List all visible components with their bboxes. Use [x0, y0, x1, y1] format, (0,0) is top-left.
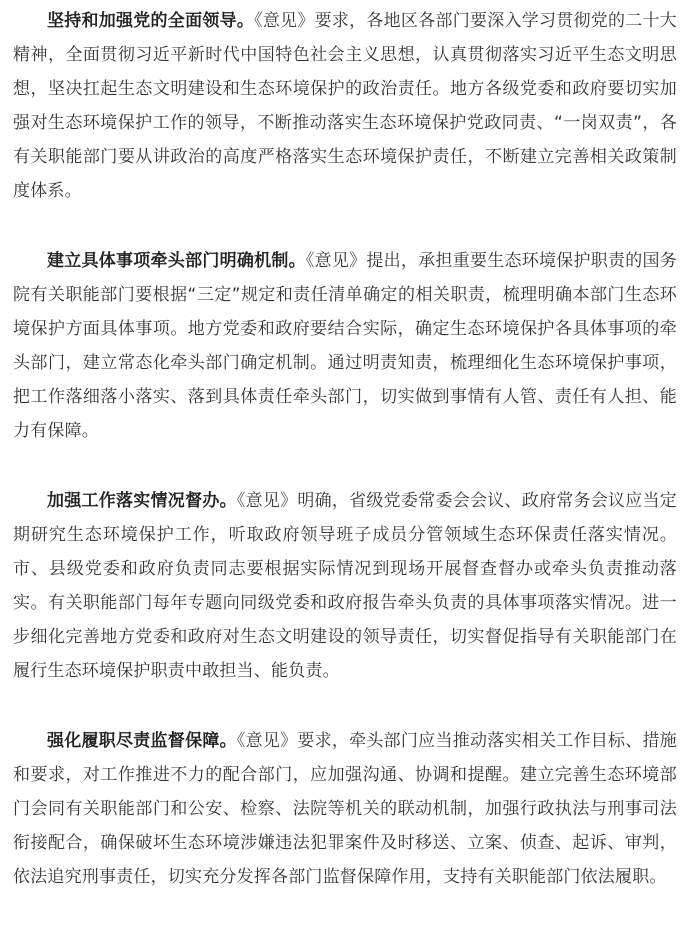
paragraph-text: 《意见》提出，承担重要生态环境保护职责的国务院有关职能部门要根据“三定”规定和责任清单确定的相关职责，梳理明确本部门生态环境保护方面具体事项。地方党委和政府要结合实际，确定生态环境保护各具体事项的牵头部门，建立常态化牵头部门确定机制。通过明责知责，梳理细化生态环境保护事项，把工作落细落小落实、落到具体责任牵头部门，切实做到事情有人管、责任有人担、能力有保障。: [13, 251, 677, 441]
paragraph-supervision: [13, 484, 677, 688]
paragraph-lead-heading: 建立具体事项牵头部门明确机制。: [47, 251, 306, 271]
paragraph-lead-heading: 强化履职尽责监督保障。: [47, 731, 237, 751]
paragraph-lead-heading: 加强工作落实情况督办。: [47, 491, 237, 511]
paragraph-lead-department-mechanism: [13, 244, 677, 448]
paragraph-text: 《意见》要求，牵头部门应当推动落实相关工作目标、措施和要求，对工作推进不力的配合部门，应加强沟通、协调和提醒。建立完善生态环境部门会同有关职能部门和公安、检察、法院等机关的联动机制，加强行政执法与刑事司法衔接配合，确保破坏生态环境涉嫌违法犯罪案件及时移送、立案、侦查、起诉、审判，依法追究刑事责任，切实充分发挥各部门监督保障作用，支持有关职能部门依法履职。: [13, 731, 677, 887]
paragraph-text: 《意见》明确，省级党委常委会会议、政府常务会议应当定期研究生态环境保护工作，听取政府领导班子成员分管领域生态环保责任落实情况。市、县级党委和政府负责同志要根据实际情况到现场开展督查督办或牵头负责推动落实。有关职能部门每年专题向同级党委和政府报告牵头负责的具体事项落实情况。进一步细化完善地方党委和政府对生态文明建设的领导责任，切实督促指导有关职能部门在履行生态环境保护职责中敢担当、能负责。: [13, 491, 677, 681]
paragraph-party-leadership: [13, 0, 677, 208]
paragraph-lead-heading: 坚持和加强党的全面领导。: [47, 11, 255, 31]
paragraph-oversight-guarantee: [13, 724, 677, 894]
paragraph-text: 《意见》要求，各地区各部门要深入学习贯彻党的二十大精神，全面贯彻习近平新时代中国特色社会主义思想，认真贯彻落实习近平生态文明思想，坚决扛起生态文明建设和生态环境保护的政治责任。地方各级党委和政府要切实加强对生态环境保护工作的领导，不断推动落实生态环境保护党政同责、“一岗双责”，各有关职能部门要从讲政治的高度严格落实生态环境保护责任，不断建立完善相关政策制度体系。: [13, 11, 678, 201]
